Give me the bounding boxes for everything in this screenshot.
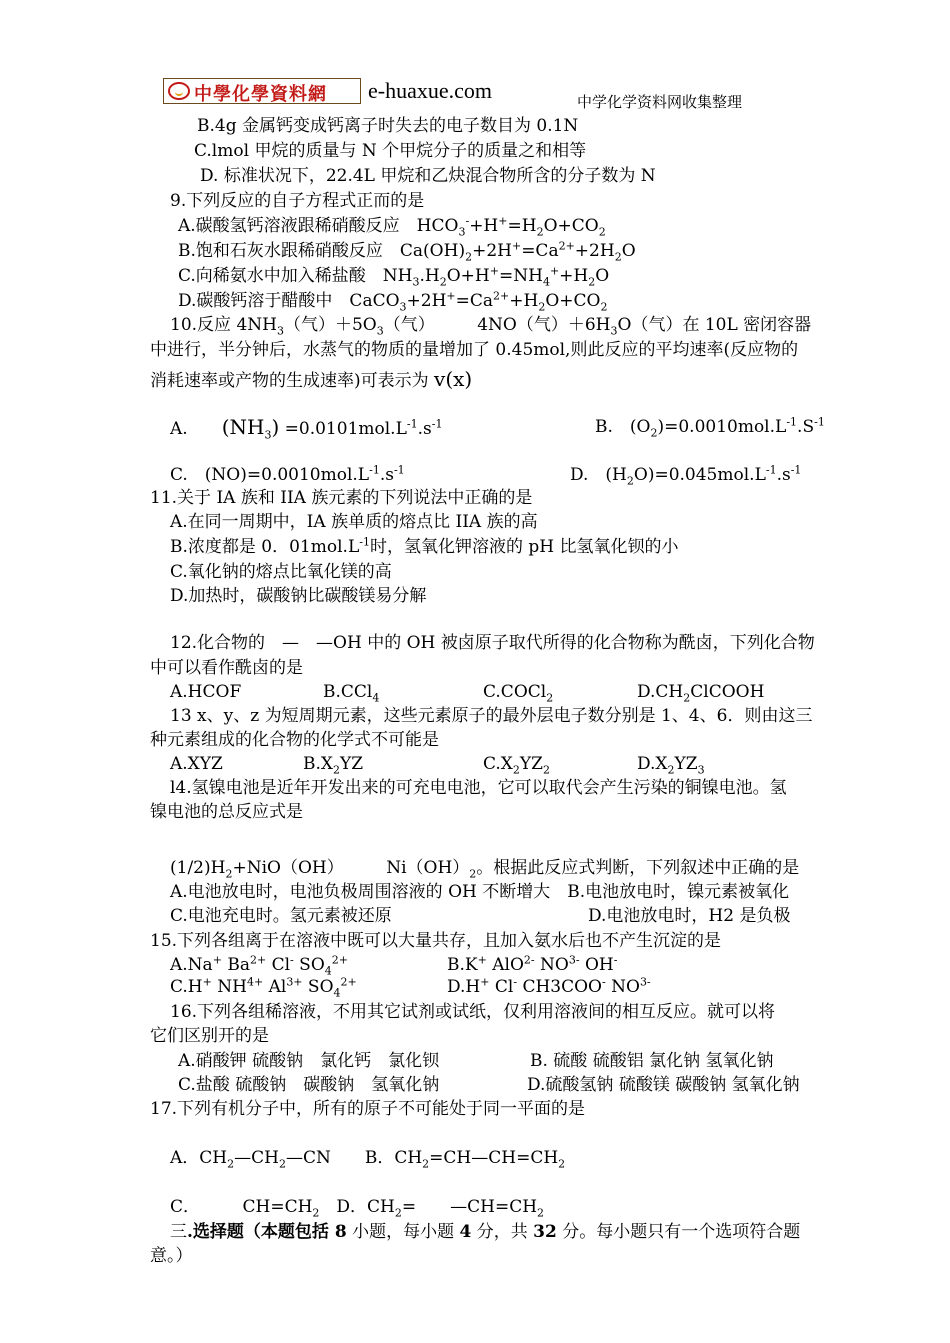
q16-option-b: B. 硫酸 硫酸铝 氯化钠 氢氧化钠: [530, 1051, 774, 1071]
q11-option-a: A.在同一周期中，IA 族单质的熔点比 IIA 族的高: [170, 512, 538, 532]
q8-option-c: C.lmol 甲烷的质量与 N 个甲烷分子的质量之和相等: [194, 141, 587, 161]
q11-stem: 11.关于 IA 族和 IIA 族元素的下列说法中正确的是: [150, 488, 533, 508]
q8-option-b: B.4g 金属钙变成钙离子时失去的电子数目为 0.1N: [197, 116, 579, 136]
site-logo: [163, 78, 361, 104]
q10-option-d: D. $(H_2O)=0.045mol.L^{-1}.s^{-1}$: [570, 463, 802, 488]
q10-line-2: 中进行，半分钟后，水蒸气的物质的量增加了 0.45mol,则此反应的平均速率(反应物的: [150, 340, 799, 360]
q14-equation: $(1/2)H_2+NiO(OH)$ $Ni(OH)_2$。根据此反应式判断，下列叙述中正确的是: [170, 858, 800, 881]
logo-emblem-icon: [168, 82, 190, 100]
q11-option-d: D.加热时，碳酸钠比碳酸镁易分解: [170, 586, 427, 606]
q11-option-c: C.氧化钠的熔点比氧化镁的高: [170, 562, 392, 582]
q9-option-c: C.向稀氨水中加入稀盐酸 $NH_3.H_2O+H^+=NH_4^++H_2O$: [178, 264, 610, 289]
q17-options-ab: A．$CH_2—CH_2—CN$ B．$CH_2=CH—CH=CH_2$: [170, 1148, 566, 1171]
header-caption: 中学化学资料网收集整理: [577, 93, 743, 111]
q14-line-2: 镍电池的总反应式是: [150, 802, 303, 822]
q12-option-a: A.HCOF: [170, 682, 242, 702]
q10-line-3: 消耗速率或产物的生成速率)可表示为 v(x): [150, 367, 473, 391]
q11-option-b: B.浓度都是 0．$01mol.L^{-1}$时，氢氧化钾溶液的 pH 比氢氧化钡的小: [170, 535, 679, 557]
q12-line-2: 中可以看作酰卤的是: [150, 658, 303, 678]
q9-option-a: A.碳酸氢钙溶液跟稀硝酸反应 $HCO_3^-+H^+=H_2O+CO_2$: [178, 214, 606, 239]
q16-line-2: 它们区别开的是: [150, 1026, 269, 1046]
q14-options-ab: A.电池放电时，电池负极周围溶液的 OH 不断增大 B.电池放电时，镍元素被氧化: [170, 882, 790, 902]
q16-option-a: A.硝酸钾 硫酸钠 氯化钙 氯化钡: [178, 1051, 440, 1071]
q14-option-c: C.电池充电时。氢元素被还原: [170, 906, 392, 926]
q13-option-d: $D.X_2YZ_3$: [637, 754, 705, 777]
q9-stem: 9.下列反应的自子方程式正而的是: [170, 191, 425, 211]
q17-stem: 17.下列有机分子中，所有的原子不可能处于同一平面的是: [150, 1099, 586, 1119]
q10-option-a: A. $(NH_3) =0.0101mol.L^{-1}.s^{-1}$: [170, 415, 443, 442]
q16-line-1: 16.下列各组稀溶液，不用其它试剂或试纸，仅利用溶液间的相互反应。就可以将: [170, 1002, 776, 1022]
q13-option-a: A.XYZ: [170, 754, 223, 774]
q16-option-c: C.盐酸 硫酸钠 碳酸钠 氢氧化钠: [178, 1075, 440, 1095]
q13-line-2: 种元素组成的化合物的化学式不可能是: [150, 730, 439, 750]
q12-line-1: 12.化合物的 — —OH 中的 OH 被卤原子取代所得的化合物称为酰卤，下列化合物: [170, 633, 815, 653]
q9-option-d: D.碳酸钙溶于醋酸中 $CaCO_3+2H^+=Ca^{2+}+H_2O+CO_2$: [178, 289, 608, 314]
section3-line-2: 意。）: [150, 1246, 193, 1266]
site-url: e-huaxue.com: [368, 78, 492, 103]
q15-option-c: C.H+ $NH^{4+}$ $Al^{3+}$ $SO_4^{2+}$: [170, 975, 357, 1000]
q13-line-1: 13 x、y、z 为短周期元素，这些元素原子的最外层电子数分别是 1、4、6．则由这三: [170, 706, 813, 726]
logo-text: 中學化學資料網: [194, 84, 327, 105]
q15-option-b: B.K+ AlO$^{2-}$ $NO^{3-}$ OH-: [447, 953, 618, 975]
q12-option-c: C.COCl$_2$: [483, 682, 554, 705]
q14-option-d: D.电池放电时，H2 是负极: [588, 906, 791, 926]
q14-line-1: l4.氢镍电池是近年开发出来的可充电电池，它可以取代会产生污染的铜镍电池。氢: [170, 778, 787, 798]
q15-stem: 15.下列各组离于在溶液中既可以大量共存，且加入氨水后也不产生沉淀的是: [150, 931, 722, 951]
q15-option-d: D.H+ Cl- CH3COO- $NO^{3-}$: [447, 975, 651, 997]
q12-option-d: $D.CH_2ClCOOH$: [637, 682, 765, 705]
q8-option-d: D. 标准状况下，22.4L 甲烷和乙炔混合物所含的分子数为 N: [200, 166, 656, 186]
q10-option-b: B. $(O_2)=0.0010mol.L^{-1}.S^{-1}$: [595, 415, 825, 440]
q12-option-b: B.CCl$_4$: [323, 682, 380, 705]
q10-line-1: 10.反应 $4NH_3$（气）$+5O_3$（气） 4NO（气）$+6H_3O$（气）在 10L 密闭容器: [170, 315, 812, 338]
q10-option-c: C. $(NO)=0.0010mol.L^{-1}.s^{-1}$: [170, 463, 405, 485]
q17-options-cd: C． $CH=CH_2$ D．$CH_2=$ $—CH=CH_2$: [170, 1197, 545, 1220]
q15-option-a: A.Na+ $Ba^{2+}$ Cl- $SO_4^{2+}$: [170, 953, 348, 978]
q16-option-d: D.硫酸氢钠 硫酸镁 碳酸钠 氢氧化钠: [527, 1075, 800, 1095]
q13-option-c: $C.X_2YZ_2$: [483, 754, 550, 777]
q9-option-b: B.饱和石灰水跟稀硝酸反应 $Ca(OH)_2+2H^+=Ca^{2+}+2H_2O$: [178, 239, 636, 264]
section3-line-1: 三.选择题（本题包括 8 小题，每小题 4 分，共 32 分。每小题只有一个选项符合题: [170, 1222, 801, 1242]
q13-option-b: $B.X_2YZ$: [303, 754, 364, 777]
